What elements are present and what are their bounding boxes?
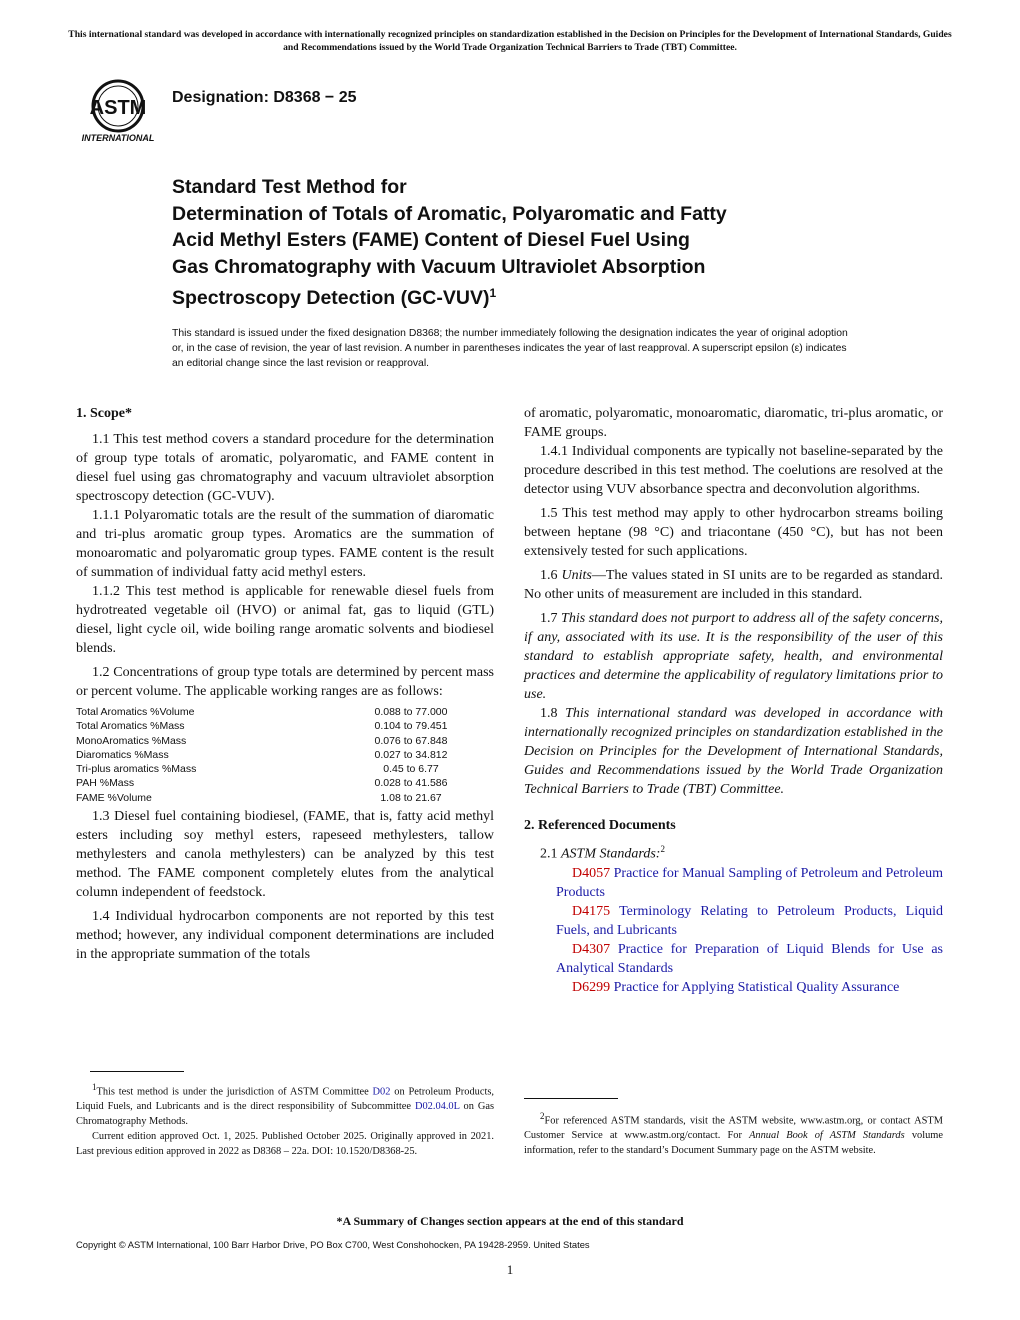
section-1-7 <box>524 609 943 704</box>
title-footnote-marker: 1 <box>489 286 497 300</box>
reference-title[interactable]: Terminology Relating to Petroleum Products, Liquid Fuels, and Lubricants <box>556 903 943 938</box>
range-label: Total Aromatics %Volume <box>76 706 195 718</box>
reference-d6299[interactable] <box>524 978 943 997</box>
section-1-6-text: —The values stated in SI units are to be regarded as standard. No other units of measurement are included in this standard. <box>524 568 943 602</box>
footnote-rule <box>90 1071 184 1072</box>
range-label: FAME %Volume <box>76 791 152 804</box>
range-value: 0.45 to 6.77 <box>383 763 439 776</box>
summary-of-changes-note: *A Summary of Changes section appears at the end of this standard <box>336 1214 684 1228</box>
reference-code[interactable]: D4307 <box>572 941 611 957</box>
table-row <box>76 748 496 762</box>
range-label: Tri-plus aromatics %Mass <box>76 763 197 776</box>
working-ranges-table <box>76 705 496 805</box>
reference-code[interactable]: D4057 <box>572 865 611 881</box>
section-1-1-2: 1.1.2 This test method is applicable for renewable diesel fuels from hydrotreated vegetable oil (HVO) or animal fat, gas to liquid (GTL) diesel, light cycle oil, wide boiling range aromatic solvents and biodiesel blends. <box>76 584 494 656</box>
document-title <box>172 174 892 312</box>
copyright-line: Copyright © ASTM International, 100 Barr Harbor Drive, PO Box C700, West Conshohocken, PA 19428-2959. United States <box>76 1239 590 1250</box>
footnote-2 <box>524 1109 943 1158</box>
page-number: 1 <box>506 1262 514 1277</box>
referenced-documents-heading: 2. Referenced Documents <box>524 818 676 833</box>
section-1-3: 1.3 Diesel fuel containing biodiesel, (FAME, that is, fatty acid methyl esters including soy methyl esters, rapeseed methylesters, tallow methylesters and canola methylesters) can be analyzed by this test method. The FAME component completely elutes from the analytical column independent of feedstock. <box>76 809 494 901</box>
footnote-2-text-a: For referenced ASTM standards, visit the ASTM website, www.astm.org, or contact ASTM Customer Service at www.astm.org/contact. For <box>524 1115 943 1142</box>
table-row <box>76 762 496 776</box>
wto-notice: This international standard was developed in accordance with internationally recognized principles on standardization established in the Decision on Principles for the Development of International Standards, Guides and Recommendations issued by the World Trade Organization Technical Barriers to Trade (TBT) Committee. <box>68 29 952 53</box>
reference-title[interactable]: Practice for Preparation of Liquid Blends for Use as Analytical Standards <box>556 941 943 976</box>
range-value: 0.076 to 67.848 <box>374 734 448 747</box>
edition-note: Current edition approved Oct. 1, 2025. Published October 2025. Originally approved in 2021. Last previous edition approved in 2022 as D8368 – 22a. DOI: 10.1520/D8368-25. <box>76 1131 494 1158</box>
range-value: 1.08 to 21.67 <box>380 791 442 804</box>
range-label: Diaromatics %Mass <box>76 748 169 761</box>
range-label: PAH %Mass <box>76 777 135 790</box>
astm-logo-mark <box>76 78 160 144</box>
range-label: Total Aromatics %Mass <box>76 720 185 733</box>
title-line-3: Acid Methyl Esters (FAME) Content of Diesel Fuel Using <box>172 229 690 251</box>
section-1-4-1: 1.4.1 Individual components are typically not baseline-separated by the procedure described in this test method. The coelutions are resolved at the detector using VUV absorbance spectra and deconvolution algorithms. <box>524 444 943 497</box>
footnote-1-text-c: on Gas Chromatography Methods. <box>76 1101 494 1128</box>
reference-d4175[interactable] <box>524 902 943 940</box>
right-column <box>524 404 943 997</box>
section-2-1-number: 2.1 <box>540 846 561 862</box>
range-value: 0.027 to 34.812 <box>374 748 448 761</box>
section-1-8-text: This international standard was developed in accordance with internationally recognized principles on standardization established in the Decision on Principles for the Development of International Standards, Guides and Recommendations issued by the World Trade Organization Technical Barriers to Trade (TBT) Committee. <box>524 706 944 797</box>
section-1-7-number: 1.7 <box>540 611 562 626</box>
section-1-6 <box>524 566 943 604</box>
title-line-4: Gas Chromatography with Vacuum Ultraviolet Absorption <box>172 255 706 278</box>
table-row <box>76 776 496 790</box>
table-row <box>76 719 496 733</box>
reference-code[interactable]: D6299 <box>572 979 611 995</box>
range-value: 0.104 to 79.451 <box>374 720 448 733</box>
footnote-1 <box>76 1080 494 1129</box>
range-value: 0.028 to 41.586 <box>374 777 448 790</box>
issuance-statement: This standard is issued under the fixed designation D8368; the number immediately following the designation indicates the year of original adoption or, in the case of revision, the year of last revision. A number in parentheses indicates the year of last reapproval. A superscript epsilon (ε) indicates an editorial change since the last revision or reapproval. <box>172 328 848 369</box>
footnote-1-block <box>76 1071 494 1159</box>
section-1-1-1: 1.1.1 Polyaromatic totals are the result of the summation of diaromatic and tri-plus aromatic group types. Aromatics are the summation of monoaromatic and polyaromatic group types. FAME content is the result of summation of individual fatty acid methyl esters. <box>76 508 494 580</box>
section-1-6-number: 1.6 <box>540 568 562 583</box>
footnote-1-text-a: This test method is under the jurisdiction of ASTM Committee <box>96 1086 373 1098</box>
reference-title[interactable]: Practice for Applying Statistical Quality Assurance <box>613 979 900 995</box>
section-1-8-number: 1.8 <box>540 706 566 721</box>
reference-d4307[interactable] <box>524 940 943 978</box>
reference-title[interactable]: Practice for Manual Sampling of Petroleum and Petroleum Products <box>556 865 944 900</box>
table-row <box>76 791 496 805</box>
footnote-2-marker: 2 <box>660 844 665 854</box>
logo-mark-text: ASTM <box>89 97 147 119</box>
title-line-1: Standard Test Method for <box>172 176 407 198</box>
logo-sub-text: INTERNATIONAL <box>81 133 155 143</box>
section-1-8 <box>524 704 943 799</box>
section-1-4-continued: of aromatic, polyaromatic, monoaromatic, diaromatic, tri-plus aromatic, or FAME groups. <box>524 406 943 440</box>
section-1-1: 1.1 This test method covers a standard procedure for the determination of group type totals of aromatic, polyaromatic, and FAME content in diesel fuel using gas chromatography and vacuum ultraviolet absorption spectroscopy detection (GC-VUV). <box>76 432 494 504</box>
footnote-1-text-b: on Petroleum Products, Liquid Fuels, and Lubricants and is the direct responsibility of Subcommittee <box>76 1086 494 1113</box>
table-row <box>76 734 496 748</box>
range-label: MonoAromatics %Mass <box>76 734 187 747</box>
title-line-2: Determination of Totals of Aromatic, Polyaromatic and Fatty <box>172 202 727 225</box>
footnote-rule <box>524 1098 618 1099</box>
reference-d4057[interactable] <box>524 864 943 902</box>
footnote-2-number: 2 <box>540 1111 545 1121</box>
units-label: Units <box>561 568 592 583</box>
subcommittee-link[interactable]: D02.04.0L <box>414 1101 460 1113</box>
section-1-5: 1.5 This test method may apply to other hydrocarbon streams boiling between heptane (98 °C) and triacontane (450 °C), but has not been extensively tested for such applications. <box>524 506 943 559</box>
footnote-2-text-b: volume information, refer to the standard’s Document Summary page on the ASTM website. <box>524 1130 943 1157</box>
committee-link[interactable]: D02 <box>372 1086 391 1098</box>
section-1-2: 1.2 Concentrations of group type totals are determined by percent mass or percent volume. The applicable working ranges are as follows: <box>76 665 494 699</box>
annual-book-title: Annual Book of ASTM Standards <box>749 1130 905 1142</box>
reference-code[interactable]: D4175 <box>572 903 611 919</box>
table-row <box>76 705 496 719</box>
range-value: 0.088 to 77.000 <box>374 706 448 718</box>
section-1-4: 1.4 Individual hydrocarbon components are not reported by this test method; however, any individual component determinations are included in the appropriate summation of the totals <box>76 909 494 963</box>
footnote-2-block <box>524 1098 943 1158</box>
footnote-1-marker: 1 <box>92 1082 97 1092</box>
astm-standards-label: ASTM Standards: <box>561 846 661 862</box>
left-column <box>76 404 494 964</box>
designation: Designation: D8368 − 25 <box>172 89 357 106</box>
section-1-7-text: This standard does not purport to address all of the safety concerns, if any, associated with its use. It is the responsibility of the user of this standard to establish appropriate safety, health, and environmental practices and determine the applicability of regulatory limitations prior to use. <box>524 611 943 702</box>
astm-logo <box>76 78 160 144</box>
section-2-1 <box>524 840 943 864</box>
title-line-5: Spectroscopy Detection (GC-VUV) <box>172 287 490 309</box>
scope-heading: 1. Scope* <box>76 406 132 421</box>
